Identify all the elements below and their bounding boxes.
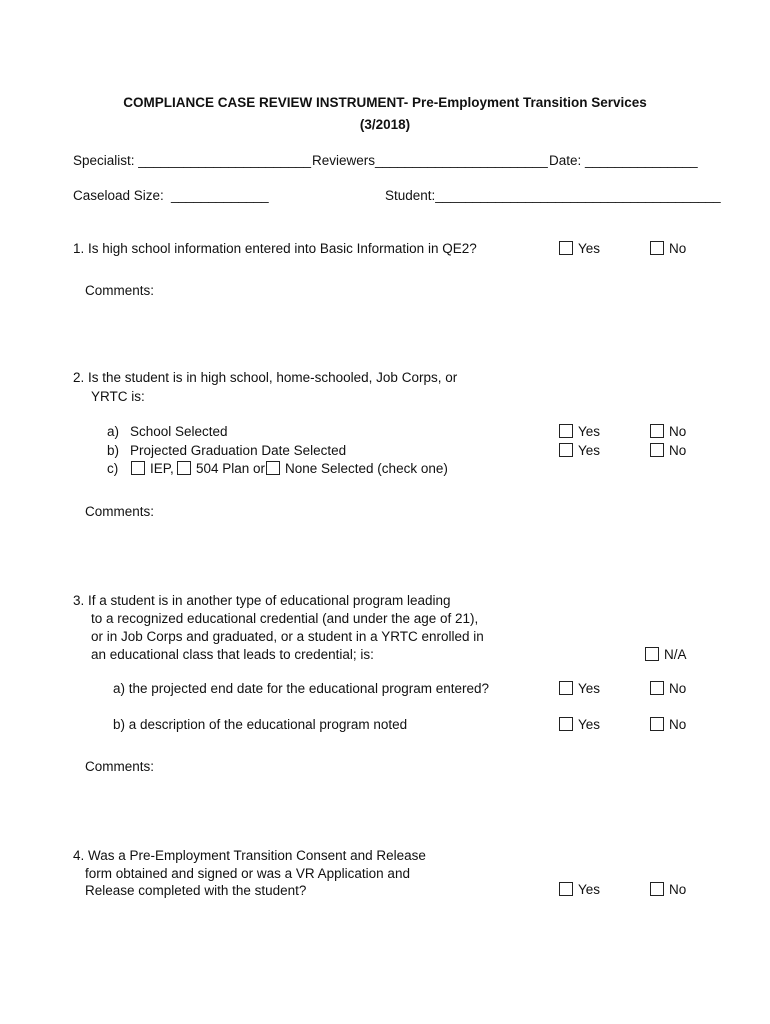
checkbox-icon[interactable] bbox=[559, 717, 573, 731]
caseload-label: Caseload Size: bbox=[73, 188, 164, 203]
checkbox-icon[interactable] bbox=[266, 461, 280, 475]
q3-a-text: a) the projected end date for the educational program entered? bbox=[113, 681, 490, 696]
checkbox-icon[interactable] bbox=[650, 681, 664, 695]
checkbox-icon[interactable] bbox=[645, 647, 659, 661]
q1-yes-option[interactable] bbox=[559, 241, 600, 257]
q4-yes-option[interactable] bbox=[559, 882, 600, 898]
q2a-no-option[interactable] bbox=[650, 424, 686, 440]
yes-label: Yes bbox=[578, 443, 601, 458]
checkbox-icon[interactable] bbox=[650, 717, 664, 731]
no-label: No bbox=[669, 882, 687, 897]
date-field[interactable]: Date: _______________ bbox=[549, 153, 698, 168]
q2-c-marker: c) bbox=[107, 461, 119, 476]
none-selected-label: None Selected (check one) bbox=[285, 461, 448, 476]
q2c-504-option[interactable] bbox=[177, 461, 265, 477]
question-4-text: 4. Was a Pre-Employment Transition Consent and Release bbox=[73, 848, 426, 863]
student-field[interactable]: Student:______________________________________ bbox=[385, 188, 721, 203]
checkbox-icon[interactable] bbox=[650, 241, 664, 255]
q3b-no-option[interactable] bbox=[650, 717, 686, 733]
yes-label: Yes bbox=[578, 424, 601, 439]
no-label: No bbox=[669, 681, 687, 696]
checkbox-icon[interactable] bbox=[650, 443, 664, 457]
no-label: No bbox=[669, 717, 687, 732]
question-3-text-cont: an educational class that leads to credential; is: bbox=[91, 647, 374, 662]
q3-comments-label: Comments: bbox=[85, 759, 155, 774]
checkbox-icon[interactable] bbox=[131, 461, 145, 475]
q2-b-marker: b) bbox=[107, 443, 120, 458]
q3a-yes-option[interactable] bbox=[559, 681, 600, 697]
checkbox-icon[interactable] bbox=[559, 241, 573, 255]
checkbox-icon[interactable] bbox=[559, 443, 573, 457]
question-4-text-cont: Release completed with the student? bbox=[85, 883, 307, 898]
q2b-yes-option[interactable] bbox=[559, 443, 600, 459]
question-1-text: 1. Is high school information entered into Basic Information in QE2? bbox=[73, 241, 477, 256]
question-4-text-cont: form obtained and signed or was a VR Application and bbox=[85, 866, 410, 881]
q2c-none-option[interactable] bbox=[266, 461, 448, 477]
q2c-iep-option[interactable] bbox=[131, 461, 174, 477]
checkbox-icon[interactable] bbox=[650, 424, 664, 438]
iep-label: IEP, bbox=[150, 461, 174, 476]
q4-no-option[interactable] bbox=[650, 882, 686, 898]
q3-b-text: b) a description of the educational program noted bbox=[113, 717, 408, 732]
document-title: COMPLIANCE CASE REVIEW INSTRUMENT- Pre-Employment Transition Services bbox=[123, 95, 647, 110]
q2-b-text: Projected Graduation Date Selected bbox=[130, 443, 347, 458]
caseload-field[interactable]: _____________ bbox=[171, 188, 269, 203]
q2-a-marker: a) bbox=[107, 424, 120, 439]
document-date-code: (3/2018) bbox=[359, 117, 411, 132]
checkbox-icon[interactable] bbox=[559, 681, 573, 695]
question-2-text: 2. Is the student is in high school, home-schooled, Job Corps, or bbox=[73, 370, 458, 385]
question-3-text-cont: to a recognized educational credential (and under the age of 21), bbox=[91, 611, 479, 626]
q2-a-text: School Selected bbox=[130, 424, 228, 439]
yes-label: Yes bbox=[578, 241, 601, 256]
na-label: N/A bbox=[664, 647, 687, 662]
q1-comments-label: Comments: bbox=[85, 283, 155, 298]
question-3-text: 3. If a student is in another type of educational program leading bbox=[73, 593, 451, 608]
question-3-text-cont: or in Job Corps and graduated, or a student in a YRTC enrolled in bbox=[91, 629, 484, 644]
specialist-field[interactable]: Specialist: _______________________ bbox=[73, 153, 311, 168]
yes-label: Yes bbox=[578, 717, 601, 732]
q2-comments-label: Comments: bbox=[85, 504, 155, 519]
q3a-no-option[interactable] bbox=[650, 681, 686, 697]
checkbox-icon[interactable] bbox=[650, 882, 664, 896]
no-label: No bbox=[669, 424, 687, 439]
q2b-no-option[interactable] bbox=[650, 443, 686, 459]
checkbox-icon[interactable] bbox=[559, 882, 573, 896]
yes-label: Yes bbox=[578, 882, 601, 897]
yes-label: Yes bbox=[578, 681, 601, 696]
no-label: No bbox=[669, 241, 687, 256]
q1-no-option[interactable] bbox=[650, 241, 686, 257]
q3b-yes-option[interactable] bbox=[559, 717, 600, 733]
q2a-yes-option[interactable] bbox=[559, 424, 600, 440]
q3-na-option[interactable] bbox=[645, 647, 687, 663]
checkbox-icon[interactable] bbox=[177, 461, 191, 475]
no-label: No bbox=[669, 443, 687, 458]
question-2-text-cont: YRTC is: bbox=[91, 389, 145, 404]
plan-504-label: 504 Plan or bbox=[196, 461, 266, 476]
reviewers-field[interactable]: Reviewers_______________________ bbox=[312, 153, 548, 168]
checkbox-icon[interactable] bbox=[559, 424, 573, 438]
